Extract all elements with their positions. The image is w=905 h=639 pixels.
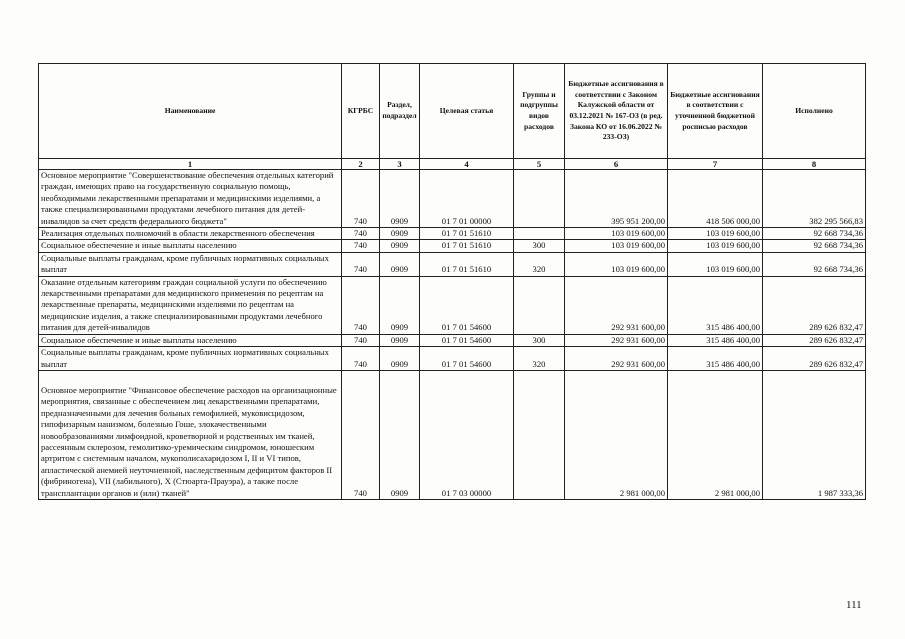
row-section: 0909 bbox=[380, 252, 420, 276]
row-law-amount: 395 951 200,00 bbox=[565, 170, 668, 228]
row-section: 0909 bbox=[380, 276, 420, 334]
column-number-row bbox=[39, 159, 866, 170]
header-target-article: Целевая статья bbox=[420, 64, 514, 159]
column-number: 4 bbox=[420, 159, 514, 170]
column-number: 3 bbox=[380, 159, 420, 170]
row-kgrbs: 740 bbox=[342, 347, 380, 371]
row-section: 0909 bbox=[380, 334, 420, 346]
row-law-amount: 292 931 600,00 bbox=[565, 347, 668, 371]
column-number: 1 bbox=[39, 159, 342, 170]
row-target: 01 7 01 51610 bbox=[420, 228, 514, 240]
row-refined-amount: 103 019 600,00 bbox=[668, 252, 763, 276]
row-refined-amount: 2 981 000,00 bbox=[668, 370, 763, 499]
table-row bbox=[39, 228, 866, 240]
row-target: 01 7 01 54600 bbox=[420, 276, 514, 334]
row-kgrbs: 740 bbox=[342, 170, 380, 228]
row-refined-amount: 315 486 400,00 bbox=[668, 334, 763, 346]
row-law-amount: 103 019 600,00 bbox=[565, 228, 668, 240]
row-kgrbs: 740 bbox=[342, 334, 380, 346]
header-name: Наименование bbox=[39, 64, 342, 159]
row-refined-amount: 418 506 000,00 bbox=[668, 170, 763, 228]
column-number: 2 bbox=[342, 159, 380, 170]
row-name: Социальное обеспечение и иные выплаты населению bbox=[39, 334, 342, 346]
row-name: Социальные выплаты гражданам, кроме публичных нормативных социальных выплат bbox=[39, 252, 342, 276]
row-law-amount: 103 019 600,00 bbox=[565, 240, 668, 252]
row-law-amount: 292 931 600,00 bbox=[565, 276, 668, 334]
row-group bbox=[514, 276, 565, 334]
row-executed-amount: 289 626 832,47 bbox=[763, 276, 866, 334]
row-kgrbs: 740 bbox=[342, 228, 380, 240]
row-law-amount: 103 019 600,00 bbox=[565, 252, 668, 276]
row-name: Социальные выплаты гражданам, кроме публичных нормативных социальных выплат bbox=[39, 347, 342, 371]
row-executed-amount: 1 987 333,36 bbox=[763, 370, 866, 499]
row-refined-amount: 103 019 600,00 bbox=[668, 228, 763, 240]
budget-table bbox=[38, 63, 866, 500]
row-target: 01 7 01 00000 bbox=[420, 170, 514, 228]
column-number: 5 bbox=[514, 159, 565, 170]
row-target: 01 7 01 51610 bbox=[420, 240, 514, 252]
row-name: Основное мероприятие "Совершенствование обеспечения отдельных категорий граждан, имеющих право на государственную социальную помощь, необходимыми лекарственными препаратами и медицинскими изделиями, а также специализированными продуктами лечебного питания для детей-инвалидов за счет средств федерального бюджета" bbox=[39, 170, 342, 228]
row-section: 0909 bbox=[380, 347, 420, 371]
row-name: Реализация отдельных полномочий в области лекарственного обеспечения bbox=[39, 228, 342, 240]
row-kgrbs: 740 bbox=[342, 370, 380, 499]
row-executed-amount: 92 668 734,36 bbox=[763, 240, 866, 252]
row-target: 01 7 01 54600 bbox=[420, 347, 514, 371]
row-group: 300 bbox=[514, 240, 565, 252]
table-header-row bbox=[39, 64, 866, 159]
header-refined-allocation: Бюджетные ассигнования в соответствии с уточненной бюджетной росписью расходов bbox=[668, 64, 763, 159]
column-number: 7 bbox=[668, 159, 763, 170]
row-executed-amount: 92 668 734,36 bbox=[763, 228, 866, 240]
row-target: 01 7 01 51610 bbox=[420, 252, 514, 276]
row-section: 0909 bbox=[380, 170, 420, 228]
row-group: 320 bbox=[514, 347, 565, 371]
row-law-amount: 2 981 000,00 bbox=[565, 370, 668, 499]
row-executed-amount: 92 668 734,36 bbox=[763, 252, 866, 276]
header-section: Раздел, подраздел bbox=[380, 64, 420, 159]
table-row bbox=[39, 252, 866, 276]
row-refined-amount: 315 486 400,00 bbox=[668, 347, 763, 371]
column-number: 8 bbox=[763, 159, 866, 170]
row-kgrbs: 740 bbox=[342, 240, 380, 252]
table-row bbox=[39, 334, 866, 346]
row-name: Основное мероприятие "Финансовое обеспечение расходов на организационные мероприятия, связанные с обеспечением лиц лекарственными препаратами, предназначенными для лечения больных гемофилией, муковисцидозом, гипофизарным нанизмом, болезнью Гоше, злокачественными новообразованиями лимфоидной, кроветворной и родственных им тканей, рассеянным склерозом, гемолитико-уремическим синдромом, юношеским артритом с системным началом, мукополисахаридозом I, II и VI типов, апластической анемией неуточненной, наследственным дефицитом факторов II (фибриногена), VII (лабильного), X (Стюарта-Прауэра), а также после трансплантации органов и (или) тканей" bbox=[39, 370, 342, 499]
table-row bbox=[39, 347, 866, 371]
row-kgrbs: 740 bbox=[342, 252, 380, 276]
table-row bbox=[39, 170, 866, 228]
row-section: 0909 bbox=[380, 240, 420, 252]
header-expense-group: Группы и подгруппы видов расходов bbox=[514, 64, 565, 159]
row-group: 300 bbox=[514, 334, 565, 346]
row-group bbox=[514, 228, 565, 240]
row-target: 01 7 03 00000 bbox=[420, 370, 514, 499]
header-executed: Исполнено bbox=[763, 64, 866, 159]
row-executed-amount: 289 626 832,47 bbox=[763, 347, 866, 371]
page-number: 111 bbox=[846, 599, 862, 611]
table-row bbox=[39, 240, 866, 252]
header-kgrbs: КГРБС bbox=[342, 64, 380, 159]
row-section: 0909 bbox=[380, 228, 420, 240]
row-law-amount: 292 931 600,00 bbox=[565, 334, 668, 346]
row-group: 320 bbox=[514, 252, 565, 276]
table-row bbox=[39, 370, 866, 499]
header-law-allocation: Бюджетные ассигнования в соответствии с Законом Калужской области от 03.12.2021 № 167-ОЗ (в ред. Закона КО от 16.06.2022 № 233-ОЗ) bbox=[565, 64, 668, 159]
table-row bbox=[39, 276, 866, 334]
row-section: 0909 bbox=[380, 370, 420, 499]
row-refined-amount: 103 019 600,00 bbox=[668, 240, 763, 252]
row-executed-amount: 382 295 566,83 bbox=[763, 170, 866, 228]
row-executed-amount: 289 626 832,47 bbox=[763, 334, 866, 346]
row-target: 01 7 01 54600 bbox=[420, 334, 514, 346]
row-group bbox=[514, 170, 565, 228]
column-number: 6 bbox=[565, 159, 668, 170]
row-name: Социальное обеспечение и иные выплаты населению bbox=[39, 240, 342, 252]
row-name: Оказание отдельным категориям граждан социальной услуги по обеспечению лекарственными препаратами для медицинского применения по рецептам на лекарственные препараты, медицинскими изделиями по рецептам на медицинские изделия, а также специализированными продуктами лечебного питания для детей-инвалидов bbox=[39, 276, 342, 334]
row-kgrbs: 740 bbox=[342, 276, 380, 334]
row-group bbox=[514, 370, 565, 499]
row-refined-amount: 315 486 400,00 bbox=[668, 276, 763, 334]
